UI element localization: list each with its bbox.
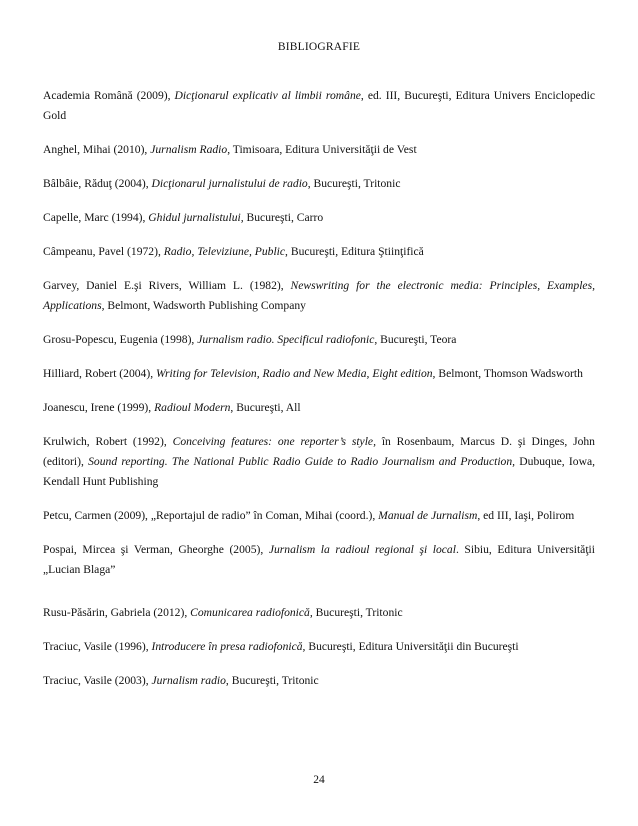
entry-text: Dubuque, Iowa, Kendall Hunt Publishing [43, 455, 595, 488]
entry-text: Garvey, Daniel E.şi Rivers, William L. (1982), [43, 279, 291, 292]
entry-title: Manual de Jurnalism [378, 509, 478, 522]
entry-title: Radioul Modern [154, 401, 231, 414]
entry-text: Bucureşti, Editura Universităţii din Bucureşti [305, 640, 519, 653]
entry-title: Dicţionarul explicativ al limbii române [174, 89, 361, 102]
entry-text: , ed III, Iaşi, Polirom [477, 509, 575, 522]
bibliography-entry [43, 637, 595, 657]
entry-text: Câmpeanu, Pavel (1972), [43, 245, 164, 258]
bibliography-entry [43, 276, 595, 316]
entry-text: , Bucureşti, All [230, 401, 301, 414]
bibliography-entry [43, 86, 595, 126]
entry-text: Bucureşti, Carro [243, 211, 324, 224]
bibliography-entry [43, 506, 595, 526]
entry-text: Anghel, Mihai (2010), [43, 143, 151, 156]
entry-title: Writing for Television, Radio and New Media, Eight edition, [156, 367, 436, 380]
bibliography-entry [43, 174, 595, 194]
bibliography-entry [43, 330, 595, 350]
entry-text: Belmont, Wadsworth Publishing Company [104, 299, 306, 312]
entry-title: Introducere în presa radiofonică, [151, 640, 306, 653]
bibliography-entry [43, 432, 595, 492]
entry-title: Conceiving features: one reporter’s style, [172, 435, 376, 448]
bibliography-entry [43, 364, 595, 384]
bibliography-entry [43, 208, 595, 228]
bibliography-entry [43, 242, 595, 262]
page-title: BIBLIOGRAFIE [277, 41, 361, 53]
entry-text: Belmont, Thomson Wadsworth [435, 367, 583, 380]
entry-text: Joanescu, Irene (1999), [43, 401, 155, 414]
entry-text: , ed. III, Bucureşti, Editura Univers Enciclopedic Gold [43, 89, 595, 122]
entry-text: în Rosenbaum, Marcus D. şi Dinges, John (editori), [43, 435, 595, 468]
entry-text: Krulwich, Robert (1992), [43, 435, 173, 448]
entry-title: Ghidul jurnalistului, [148, 211, 244, 224]
entry-text: , Bucureşti, Editura Ştiinţifică [285, 245, 424, 258]
entry-text: Academia Română (2009), [43, 89, 175, 102]
entry-title: Newswriting for the electronic media: Principles, Examples, Applications, [43, 279, 595, 312]
entry-text: Grosu-Popescu, Eugenia (1998), [43, 333, 198, 346]
entry-text: Capelle, Marc (1994), [43, 211, 149, 224]
entry-title: Radio, Televiziune, Public [163, 245, 286, 258]
entry-title: Sound reporting. The National Public Radio Guide to Radio Journalism and Production, [88, 455, 516, 468]
bibliography-entry [43, 140, 595, 160]
entry-text: , Bucureşti, Tritonic [307, 177, 401, 190]
entry-text: Rusu-Păsărin, Gabriela (2012), [43, 606, 191, 619]
entry-title: Dicţionarul jurnalistului de radio [151, 177, 308, 190]
entry-text: Bucureşti, Tritonic [312, 606, 403, 619]
bibliography-entry [43, 398, 595, 418]
entry-title: Jurnalism la radioul regional şi local [268, 543, 456, 556]
entry-text: , Timisoara, Editura Universităţii de Vest [227, 143, 417, 156]
bibliography-list [43, 86, 595, 705]
entry-text: Bâlbâie, Răduţ (2004), [43, 177, 152, 190]
entry-text: Traciuc, Vasile (2003), [43, 674, 152, 687]
entry-title: Comunicarea radiofonică, [190, 606, 313, 619]
entry-title: Jurnalism Radio [150, 143, 228, 156]
bibliography-entry [43, 671, 595, 691]
entry-text: , Bucureşti, Tritonic [225, 674, 319, 687]
page-number: 24 [313, 774, 325, 786]
entry-text: . Sibiu, Editura Universităţii „Lucian Blaga” [43, 543, 595, 576]
entry-text: Hilliard, Robert (2004), [43, 367, 157, 380]
bibliography-entry [43, 540, 595, 580]
entry-text: Pospai, Mircea şi Verman, Gheorghe (2005), [43, 543, 269, 556]
bibliography-entry [43, 603, 595, 623]
entry-title: Jurnalism radio. Specificul radiofonic [197, 333, 375, 346]
entry-text: , Bucureşti, Teora [374, 333, 457, 346]
entry-title: Jurnalism radio [151, 674, 226, 687]
entry-text: Traciuc, Vasile (1996), [43, 640, 152, 653]
entry-text: Petcu, Carmen (2009), „Reportajul de radio” în Coman, Mihai (coord.), [43, 509, 379, 522]
